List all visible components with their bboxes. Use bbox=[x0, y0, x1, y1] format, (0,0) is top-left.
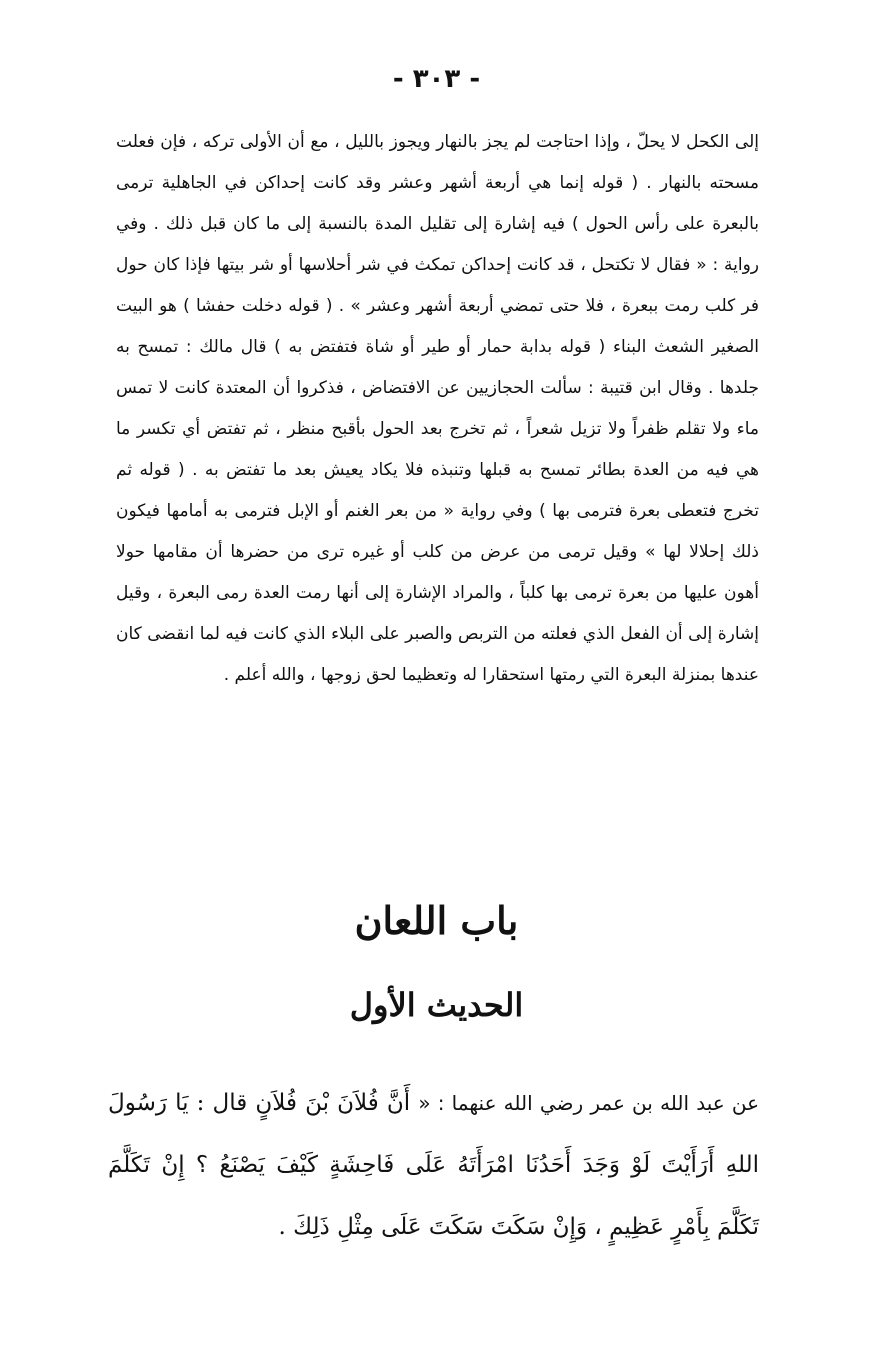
hadith-narrator-intro: عن عبد الله بن عمر رضي الله عنهما : « bbox=[418, 1091, 760, 1115]
commentary-block bbox=[116, 122, 759, 696]
page-number: - ٣٠٣ - bbox=[392, 64, 481, 94]
chapter-title: باب اللعان bbox=[354, 898, 519, 943]
hadith-heading: الحديث الأول bbox=[349, 986, 524, 1024]
commentary-paragraph: إلى الكحل لا يحلّ ، وإذا احتاجت لم يجز بالنهار ويجوز بالليل ، مع أن الأولى تركه ، فإن فعلت مسحته بالنهار . ( قوله إنما هي أربعة أشهر وعشر وقد كانت إحداكن في الجاهلية ترمى بالبعرة على رأس الحول ) فيه إشارة إلى تقليل المدة بالنسبة إلى ما كان قبل ذلك . وفي رواية : « فقال لا تكتحل ، قد كانت إحداكن تمكث في شر أحلاسها أو شر بيتها فإذا كان حول فر كلب رمت ببعرة ، فلا حتى تمضي أربعة أشهر وعشر » . ( قوله دخلت حفشا ) هو البيت الصغير الشعث البناء ( قوله بدابة حمار أو طير أو شاة فتفتض به ) قال مالك : تمسح به جلدها . وقال ابن قتيبة : سألت الحجازيين عن الافتضاض ، فذكروا أن المعتدة كانت لا تمس ماء ولا تقلم ظفراً ولا تزيل شعراً ، ثم تخرج بعد الحول بأقبح منظر ، ثم تفتض أي تكسر ما هي فيه من العدة بطائر تمسح به قبلها وتنبذه فلا يكاد يعيش بعد ما تفتض به . ( قوله ثم تخرج فتعطى بعرة فترمى بها ) وفي رواية « من بعر الغنم أو الإبل فترمى به أمامها فيكون ذلك إحلالا لها » وقيل ترمى من عرض من كلب أو غيره ترى من حضرها أن مقامها حولا أهون عليها من بعرة ترمى بها كلباً ، والمراد الإشارة إلى أنها رمت العدة رمى البعرة ، وقيل إشارة إلى أن الفعل الذي فعلته من التربص والصبر على البلاء الذي كانت فيه لما انقضى كان عندها بمنزلة البعرة التي رمتها استحقارا له وتعظيما لحق زوجها ، والله أعلم . bbox=[116, 132, 759, 685]
hadith-body: أَنَّ فُلاَنَ بْنَ فُلاَنٍ قال : يَا رَسُولَ اللهِ أَرَأَيْتَ لَوْ وَجَدَ أَحَدُنَا امْرَأَتَهُ عَلَى فَاحِشَةٍ كَيْفَ يَصْنَعُ ؟ إِنْ تَكَلَّمَ تَكَلَّمَ بِأَمْرٍ عَظِيمٍ ، وَإِنْ سَكَتَ سَكَتَ عَلَى مِثْلِ ذَلِكَ . bbox=[108, 1090, 759, 1240]
hadith-text-block bbox=[108, 1072, 759, 1258]
hadith-paragraph bbox=[108, 1072, 759, 1258]
